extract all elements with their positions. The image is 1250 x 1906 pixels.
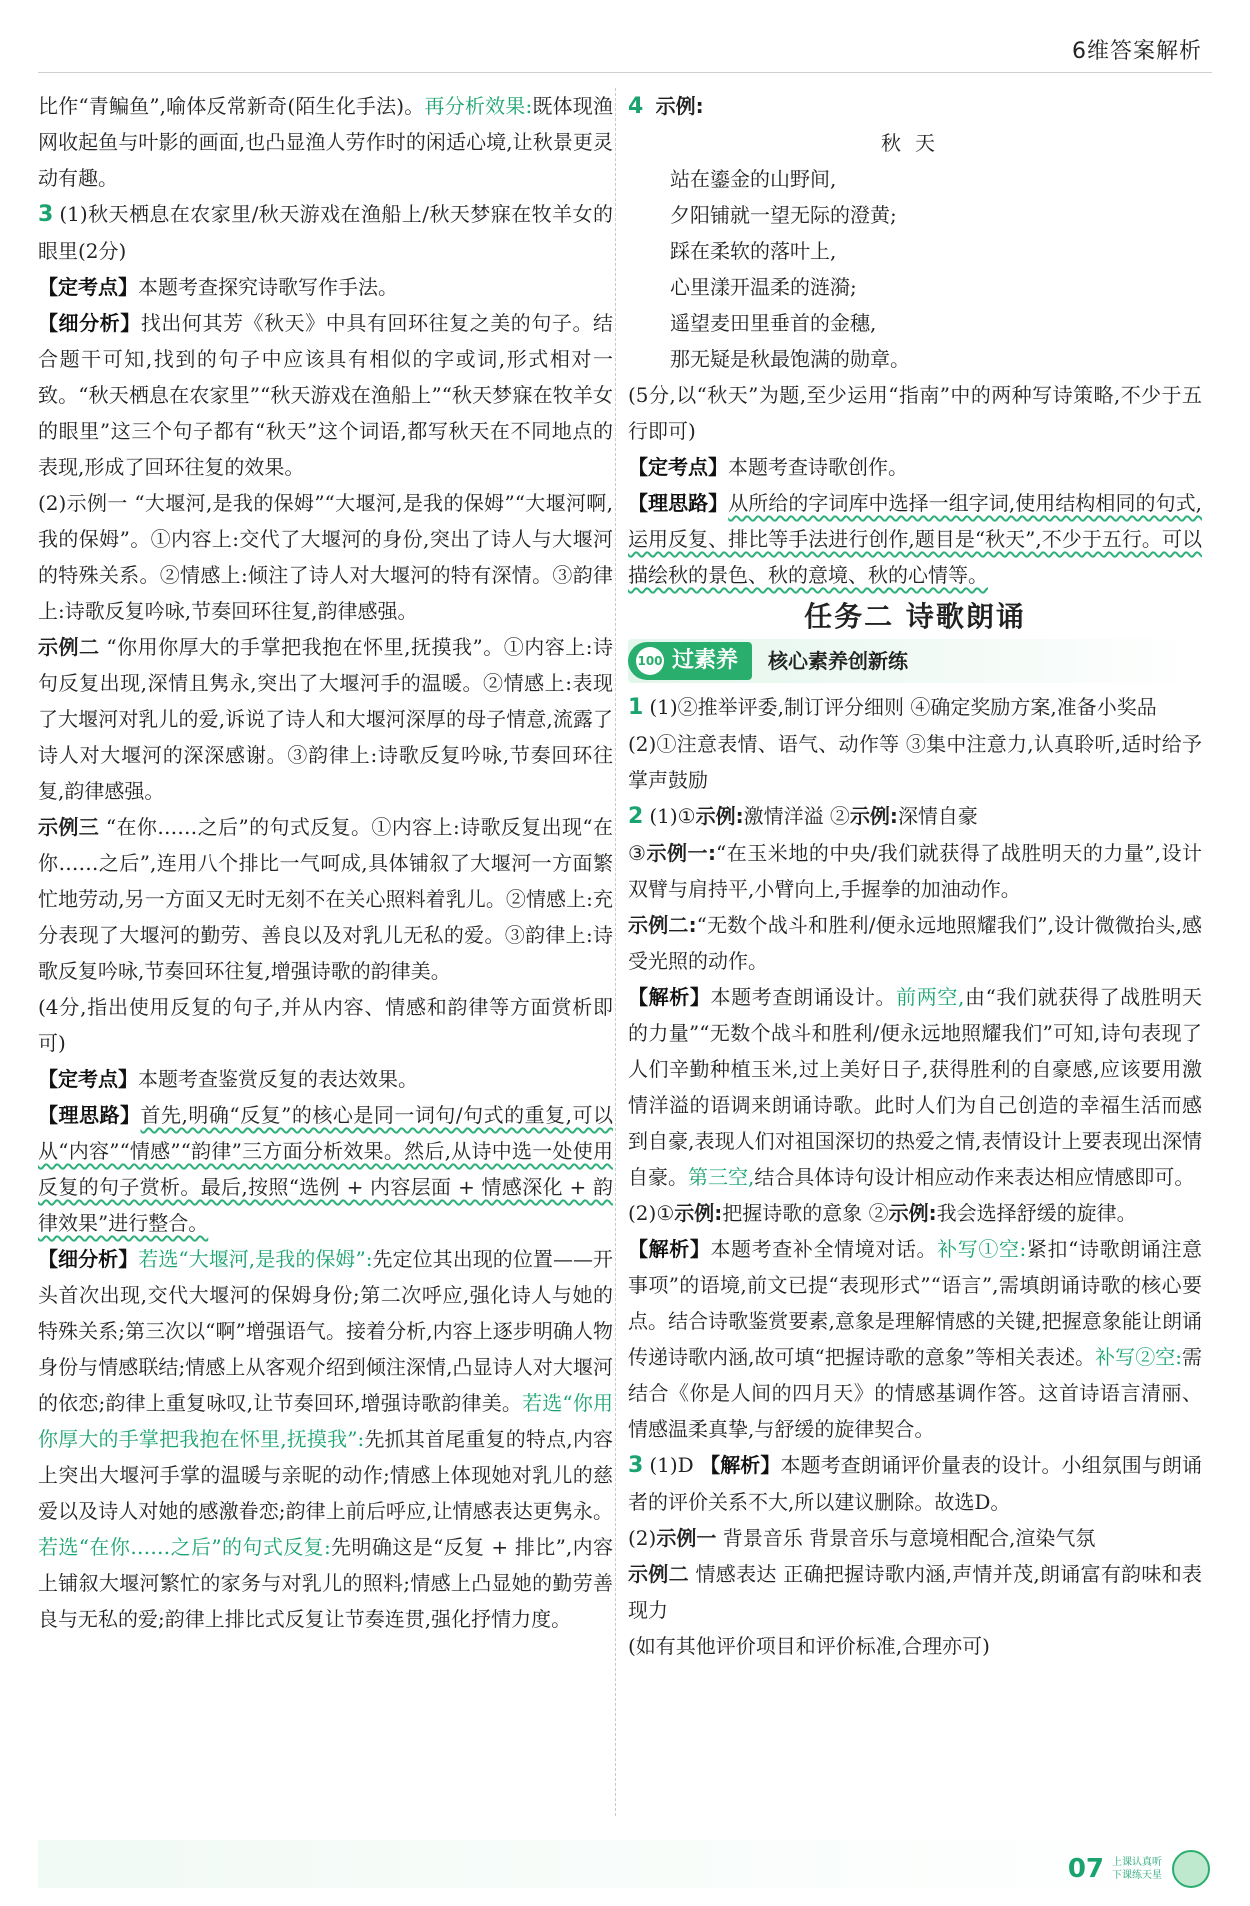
text-run: 若选“你用你厚大的手掌把我抱在怀里,抚摸我”: (38, 1391, 613, 1451)
text-run: 补写①空: (937, 1237, 1027, 1261)
answer-paragraph (38, 809, 613, 989)
poem-line: 踩在柔软的落叶上, (670, 239, 837, 263)
text-run: (1)秋天栖息在农家里/秋天游戏在渔船上/秋天梦寐在牧羊女的眼里(2分) (38, 202, 613, 263)
text-run: 比作“青鳊鱼”,喻体反常新奇(陌生化手法)。 (38, 94, 425, 118)
text-run: 示例二: (628, 913, 697, 937)
text-run: 先定位其出现的位置——开头首次出现,交代大堰河的保姆身份;第二次呼应,强化诗人与她的特殊关系;第三次以“啊”增强语气。接着分析,内容上逐步明确人物身份与情感联结;情感上从客观介绍到倾注深情,凸显诗人对大堰河的依恋;韵律上重复咏叹,让节奏回环,增强诗歌韵律美。 (38, 1247, 614, 1415)
text-run: 若选“在你……之后”的句式反复: (38, 1535, 331, 1559)
text-run: 由“我们就获得了战胜明天的力量”“无数个战斗和胜利/便永远地照耀我们”可知,诗句表现了人们辛勤种植玉米,过上美好日子,获得胜利的自豪感,应该要用激情洋溢的语调来朗诵诗歌。此时人们为自己创造的幸福生活而感到自豪,表现人们对祖国深切的热爱之情,表情设计上要表现出深情自豪。 (628, 985, 1203, 1189)
answer-paragraph (38, 1241, 613, 1637)
banner-badge (628, 642, 752, 680)
answer-paragraph (628, 689, 1202, 726)
header-rule (38, 72, 1212, 73)
badge-100-icon: 100 (636, 647, 664, 675)
left-column (38, 88, 613, 1637)
answer-paragraph (38, 485, 613, 629)
poem-line: 那无疑是秋最饱满的勋章。 (670, 347, 910, 371)
text-run: (1)① (649, 804, 696, 828)
text-run: 找出何其芳《秋天》中具有回环往复之美的句子。结合题干可知,找到的句子中应该具有相似的字或词,形式相对一致。“秋天栖息在农家里”“秋天游戏在渔船上”“秋天梦寐在牧羊女的眼里”这三个句子都有“秋天”这个词语,都写秋天在不同地点的表现,形成了回环往复的效果。 (38, 311, 614, 479)
text-run: 示例: (888, 1201, 937, 1225)
question-number: 2 (628, 804, 644, 829)
tag-label: 【定考点】 (628, 455, 728, 479)
tag-label: 【解析】 (628, 985, 711, 1009)
text-run: 先抓其首尾重复的特点,内容上突出大堰河手掌的温暖与亲昵的动作;情感上体现她对乳儿的慈爱以及诗人对她的感激眷恋;韵律上前后呼应,让情感表达更隽永。 (38, 1427, 614, 1523)
question-number: 3 (628, 1453, 644, 1478)
text-run: 结合具体诗句设计相应动作来表达相应情感即可。 (754, 1165, 1195, 1189)
text-run: 情感表达 正确把握诗歌内涵,声情并茂,朗诵富有韵味和表现力 (628, 1562, 1202, 1622)
q4-idea-text: 从所给的字词库中选择一组字词,使用结构相同的句式,运用反复、排比等手法进行创作,题目是“秋天”,不少于五行。可以描绘秋的景色、秋的意境、秋的心情等。 (628, 491, 1203, 587)
answer-paragraph (628, 1556, 1202, 1628)
page-footer (1068, 1850, 1210, 1888)
text-run: 若选“大堰河,是我的保姆”: (138, 1247, 373, 1271)
text-run: 深情自豪 (897, 804, 978, 828)
q4-heading (628, 88, 1202, 125)
text-run: 示例三 (38, 815, 100, 839)
text-run: ③ (628, 841, 647, 865)
poem-line: 夕阳铺就一望无际的澄黄; (670, 203, 897, 227)
right-column (628, 88, 1202, 1664)
text-run: (4分,指出使用反复的句子,并从内容、情感和韵律等方面赏析即可) (38, 995, 613, 1055)
text-run: (1)②推举评委,制订评分细则 ④确定奖励方案,准备小奖品 (649, 695, 1157, 719)
answer-paragraph (628, 835, 1202, 907)
answer-paragraph (628, 1520, 1202, 1556)
text-run: “在你……之后”的句式反复。①内容上:诗歌反复出现“在你……之后”,连用八个排比一气呵成,具体铺叙了大堰河一方面繁忙地劳动,另一方面又无时无刻不在关心照料着乳儿。②情感上:充分表现了大堰河的勤劳、善良以及对乳儿无私的爱。③韵律上:诗歌反复吟咏,节奏回环往复,增强诗歌的韵律美。 (38, 815, 613, 983)
q4-idea (628, 485, 1202, 593)
answer-paragraph (628, 726, 1202, 798)
tag-label: 【理思路】 (38, 1103, 141, 1127)
tag-label: 【解析】 (628, 1237, 711, 1261)
text-run: 示例一 (656, 1526, 717, 1550)
text-run: 示例: (674, 1201, 723, 1225)
banner-badge-label: 过素养 (672, 648, 739, 673)
text-run: 前两空, (896, 985, 965, 1009)
answer-paragraph (38, 989, 613, 1061)
poem-line: 站在鎏金的山野间, (670, 167, 837, 191)
tag-label: 【理思路】 (628, 491, 729, 515)
answer-paragraph (628, 979, 1202, 1195)
task-title: 任务二 诗歌朗诵 (804, 600, 1026, 633)
banner-subtitle: 核心素养创新练 (768, 649, 909, 673)
poem-title: 秋天 (881, 131, 949, 155)
text-run: (如有其他评价项目和评价标准,合理亦可) (628, 1634, 990, 1658)
text-run: 本题考查补全情境对话。 (710, 1237, 938, 1261)
page-header-title: 6维答案解析 (1072, 39, 1202, 64)
text-run: 第三空, (688, 1165, 755, 1189)
mascot-icon (1172, 1850, 1210, 1888)
answer-paragraph (628, 798, 1202, 835)
example-label: 示例: (655, 94, 704, 118)
text-run: 激情洋溢 ② (743, 804, 850, 828)
tag-label: 【定考点】 (38, 275, 138, 299)
answer-paragraph (628, 1628, 1202, 1664)
answer-paragraph (628, 907, 1202, 979)
text-run: 本题考查朗诵评价量表的设计。小组氛围与朗诵者的评价关系不大,所以建议删除。故选D。 (628, 1453, 1202, 1514)
text-run: 示例: (695, 804, 744, 828)
text-run: 既体现渔网收起鱼与叶影的画面,也凸显渔人劳作时的闲适心境,让秋景更灵动有趣。 (38, 94, 613, 190)
text-run: 我会选择舒缓的旋律。 (936, 1201, 1137, 1225)
answer-paragraph (628, 1447, 1202, 1520)
answer-paragraph (628, 1231, 1202, 1447)
answer-paragraph (38, 269, 613, 305)
text-run: 示例: (849, 804, 898, 828)
question-number: 4 (628, 94, 644, 119)
question-number: 3 (38, 202, 54, 227)
answer-paragraph (38, 305, 613, 485)
column-divider (615, 88, 616, 1816)
text-run: 本题考查鉴赏反复的表达效果。 (138, 1067, 418, 1091)
tag-label: 【解析】 (700, 1453, 781, 1477)
answer-paragraph (628, 1195, 1202, 1231)
text-run: (2)示例一 “大堰河,是我的保姆”“大堰河,是我的保姆”“大堰河啊,我的保姆”。①内容上:交代了大堰河的身份,突出了诗人与大堰河的特殊关系。②情感上:倾注了诗人对大堰河的特有深情。③韵律上:诗歌反复吟咏,节奏回环往复,韵律感强。 (38, 491, 613, 623)
footer-band (38, 1840, 1212, 1888)
text-run: “无数个战斗和胜利/便永远地照耀我们”,设计微微抬头,感受光照的动作。 (628, 913, 1203, 973)
answer-paragraph (38, 1061, 613, 1097)
answer-paragraph (38, 629, 613, 809)
text-run: “你用你厚大的手掌把我抱在怀里,抚摸我”。①内容上:诗句反复出现,深情且隽永,突出了大堰河手的温暖。②情感上:表现了大堰河对乳儿的爱,诉说了诗人和大堰河深厚的母子情意,流露了诗人对大堰河的深深感谢。③韵律上:诗歌反复吟咏,节奏回环往复,韵律感强。 (38, 635, 614, 803)
text-run: 需结合《你是人间的四月天》的情感基调作答。这首诗语言清丽、情感温柔真挚,与舒缓的旋律契合。 (628, 1345, 1202, 1441)
answer-paragraph (38, 88, 613, 196)
text-run: 补写②空: (1095, 1345, 1182, 1369)
text-run: 首先,明确“反复”的核心是同一词句/句式的重复,可以从“内容”“情感”“韵律”三方面分析效果。然后,从诗中选一处使用反复的句子赏析。最后,按照“选例 + 内容层面 + 情感深化 + 韵律效果”进行整合。 (38, 1103, 613, 1235)
q4-point (628, 449, 1202, 485)
section-banner (628, 639, 1202, 683)
page-number: 07 (1067, 1854, 1104, 1884)
text-run: 背景音乐 背景音乐与意境相配合,渲染气氛 (716, 1526, 1096, 1550)
text-run: 紧扣“诗歌朗诵注意事项”的语境,前文已提“表现形式”“语言”,需填朗诵诗歌的核心要点。结合诗歌鉴赏要素,意象是理解情感的关键,把握意象能让朗诵传递诗歌内涵,故可填“把握诗歌的意象”等相关表述。 (628, 1237, 1202, 1369)
slogan-line: 下课练天星 (1112, 1870, 1162, 1881)
slogan-line: 上课认真听 (1112, 1857, 1162, 1868)
text-run: 示例一: (646, 841, 717, 865)
text-run: (2)① (628, 1201, 675, 1225)
text-run: 本题考查探究诗歌写作手法。 (138, 275, 398, 299)
tag-label: 【细分析】 (38, 311, 141, 335)
tag-label: 【定考点】 (38, 1067, 138, 1091)
poem-line: 遥望麦田里垂首的金穗, (670, 311, 877, 335)
answer-paragraph (38, 1097, 613, 1241)
text-run: 示例二 (38, 635, 100, 659)
text-run: (2) (628, 1526, 657, 1550)
footer-slogan (1112, 1856, 1162, 1882)
poem-line: 心里漾开温柔的涟漪; (670, 275, 857, 299)
text-run: 再分析效果: (424, 94, 533, 118)
text-run: 把握诗歌的意象 ② (722, 1201, 889, 1225)
tag-label: 【细分析】 (38, 1247, 139, 1271)
q4-point-text: 本题考查诗歌创作。 (728, 455, 908, 479)
question-number: 1 (628, 695, 644, 720)
answer-paragraph (38, 196, 613, 269)
text-run: (2)①注意表情、语气、动作等 ③集中注意力,认真聆听,适时给予掌声鼓励 (628, 732, 1202, 792)
poem-body (628, 161, 1202, 377)
right-answers (628, 689, 1202, 1664)
q4-note: (5分,以“秋天”为题,至少运用“指南”中的两种写诗策略,不少于五行即可) (628, 383, 1202, 443)
text-run: 本题考查朗诵设计。 (710, 985, 897, 1009)
text-run: (1)D (649, 1453, 701, 1477)
text-run: 示例二 (628, 1562, 689, 1586)
text-run: 先明确这是“反复 + 排比”,内容上铺叙大堰河繁忙的家务与对乳儿的照料;情感上凸显她的勤劳善良与无私的爱;韵律上排比式反复让节奏连贯,强化抒情力度。 (38, 1535, 614, 1631)
text-run: “在玉米地的中央/我们就获得了战胜明天的力量”,设计双臂与肩持平,小臂向上,手握拳的加油动作。 (628, 841, 1203, 901)
